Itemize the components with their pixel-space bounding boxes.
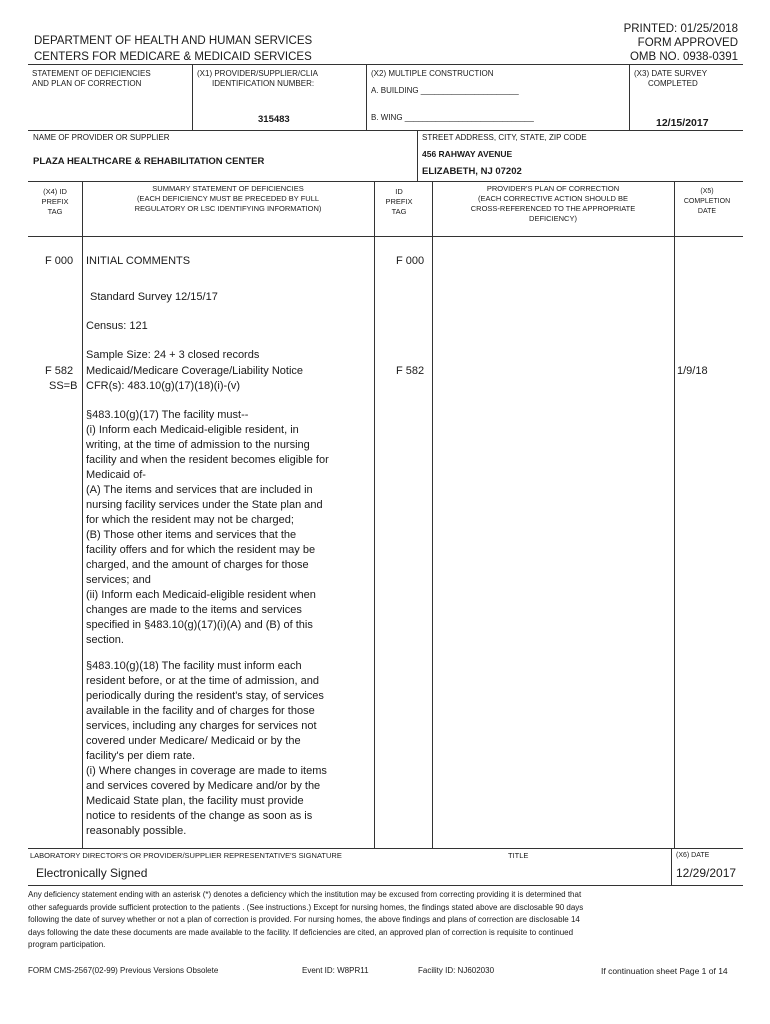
summary-header: SUMMARY STATEMENT OF DEFICIENCIES (EACH DEFICIENCY MUST BE PRECEDED BY FULL REGULATORY OR LSC IDENTIFYING INFORMATION) <box>134 184 322 213</box>
x5-header: (X5) COMPLETION DATE <box>683 188 731 215</box>
omb-number: OMB NO. 0938-0391 <box>629 51 738 63</box>
survey-completed-date: 12/15/2017 <box>656 117 709 129</box>
x1-label-1: (X1) PROVIDER/SUPPLIER/CLIA <box>197 69 318 78</box>
date-label: (X6) DATE <box>676 852 710 859</box>
divider <box>366 64 367 130</box>
survey-line: Standard Survey 12/15/17 <box>90 291 218 303</box>
signature-label: LABORATORY DIRECTOR'S OR PROVIDER/SUPPLIER REPRESENTATIVE'S SIGNATURE <box>30 851 342 860</box>
sample-line: Sample Size: 24 + 3 closed records <box>86 349 260 361</box>
id-header: ID PREFIX TAG <box>385 187 413 216</box>
rule <box>28 848 743 849</box>
event-id: Event ID: W8PR11 <box>302 966 369 975</box>
f000-right-tag: F 000 <box>396 255 425 267</box>
form-approved: FORM APPROVED <box>637 37 738 49</box>
title-label: TITLE <box>508 851 529 860</box>
wing-label: B. WING _____________________________ <box>371 113 534 122</box>
centers-title: CENTERS FOR MEDICARE & MEDICAID SERVICES <box>34 51 312 63</box>
x4-header: (X4) ID PREFIX TAG <box>41 187 69 216</box>
provider-name: PLAZA HEALTHCARE & REHABILITATION CENTER <box>33 156 265 167</box>
signature-date: 12/29/2017 <box>676 866 737 880</box>
provider-label: NAME OF PROVIDER OR SUPPLIER <box>33 133 170 142</box>
address-line-2: ELIZABETH, NJ 07202 <box>422 166 522 177</box>
provider-id: 315483 <box>258 114 290 125</box>
address-label: STREET ADDRESS, CITY, STATE, ZIP CODE <box>422 133 587 142</box>
plan-header: PROVIDER'S PLAN OF CORRECTION (EACH CORRECTIVE ACTION SHOULD BE CROSS-REFERENCED TO THE APPROPRIATE DEFICIENCY) <box>470 184 636 223</box>
deficiency-footnote: Any deficiency statement ending with an asterisk (*) denotes a deficiency which the institution may be excused from correcting providing it is determined that other safeguards provide sufficient protection to the patients . (See instructions.) Except for nursing homes, the findings stated above are disclosable 90 days following the date of survey whether or not a plan of correction is provided. For nursing homes, the above findings and plans of correction are disclosable 14 days following the date these documents are made available to the facility. If deficiencies are cited, an approved plan of correction is requisite to continued program participation. <box>28 890 584 949</box>
f000-tag: F 000 <box>45 255 74 267</box>
divider <box>629 64 630 130</box>
building-label: A. BUILDING ______________________ <box>371 86 519 95</box>
statement-label-2: AND PLAN OF CORRECTION <box>32 79 142 88</box>
f582-title: Medicaid/Medicare Coverage/Liability Notice <box>86 365 304 377</box>
regulation-paragraph-2: §483.10(g)(18) The facility must inform each resident before, or at the time of admission, and periodically during the resident's stay, of services available in the facility and of charges for those services, including any charges for services not covered under Medicare/ Medicaid or by the facility's per diem rate. (i) Where changes in coverage are made to items and services covered by Medicare and/or by the Medicaid State plan, the facility must provide notice to residents of the change as soon as is reasonably possible. <box>86 660 327 837</box>
top-rule <box>28 64 743 65</box>
f000-title: INITIAL COMMENTS <box>86 255 191 267</box>
column-divider <box>674 181 675 848</box>
column-divider <box>432 181 433 848</box>
form-number: FORM CMS-2567(02-99) Previous Versions Obsolete <box>28 966 219 975</box>
x3-label-1: (X3) DATE SURVEY <box>634 69 708 78</box>
rule <box>28 130 743 131</box>
divider <box>192 64 193 130</box>
rule <box>28 885 743 886</box>
statement-label-1: STATEMENT OF DEFICIENCIES <box>32 69 151 78</box>
census-line: Census: 121 <box>86 320 148 332</box>
f582-cfr: CFR(s): 483.10(g)(17)(18)(i)-(v) <box>86 380 241 392</box>
f582-tag: F 582 <box>45 365 74 377</box>
x3-label-2: COMPLETED <box>648 79 698 88</box>
rule <box>28 236 743 237</box>
regulation-paragraph-1: §483.10(g)(17) The facility must-- (i) Inform each Medicaid-eligible resident, in writing, at the time of admission to the nursing facility and when the resident becomes eligible for Medicaid of- (A) The items and services that are included in nursing facility services under the State plan and for which the resident may not be charged; (B) Those other items and services that the facility offers and for which the resident may be charged, and the amount of charges for those services; and (ii) Inform each Medicaid-eligible resident when changes are made to the items and services specified in §483.10(g)(17)(i)(A) and (B) of this section. <box>86 409 329 646</box>
column-divider <box>82 181 83 848</box>
x2-label: (X2) MULTIPLE CONSTRUCTION <box>371 69 494 78</box>
x1-label-2: IDENTIFICATION NUMBER: <box>212 79 315 88</box>
f582-severity: SS=B <box>49 380 78 392</box>
f582-completion-date: 1/9/18 <box>677 365 708 377</box>
rule <box>28 181 743 182</box>
divider <box>417 130 418 181</box>
divider <box>671 848 672 885</box>
printed-date: PRINTED: 01/25/2018 <box>623 23 738 35</box>
f582-right-tag: F 582 <box>396 365 425 377</box>
facility-id: Facility ID: NJ602030 <box>418 966 495 975</box>
electronic-signature: Electronically Signed <box>36 866 148 880</box>
page-indicator: If continuation sheet Page 1 of 14 <box>601 966 728 976</box>
address-line-1: 456 RAHWAY AVENUE <box>422 149 513 159</box>
department-title: DEPARTMENT OF HEALTH AND HUMAN SERVICES <box>34 35 313 47</box>
column-divider <box>374 181 375 848</box>
